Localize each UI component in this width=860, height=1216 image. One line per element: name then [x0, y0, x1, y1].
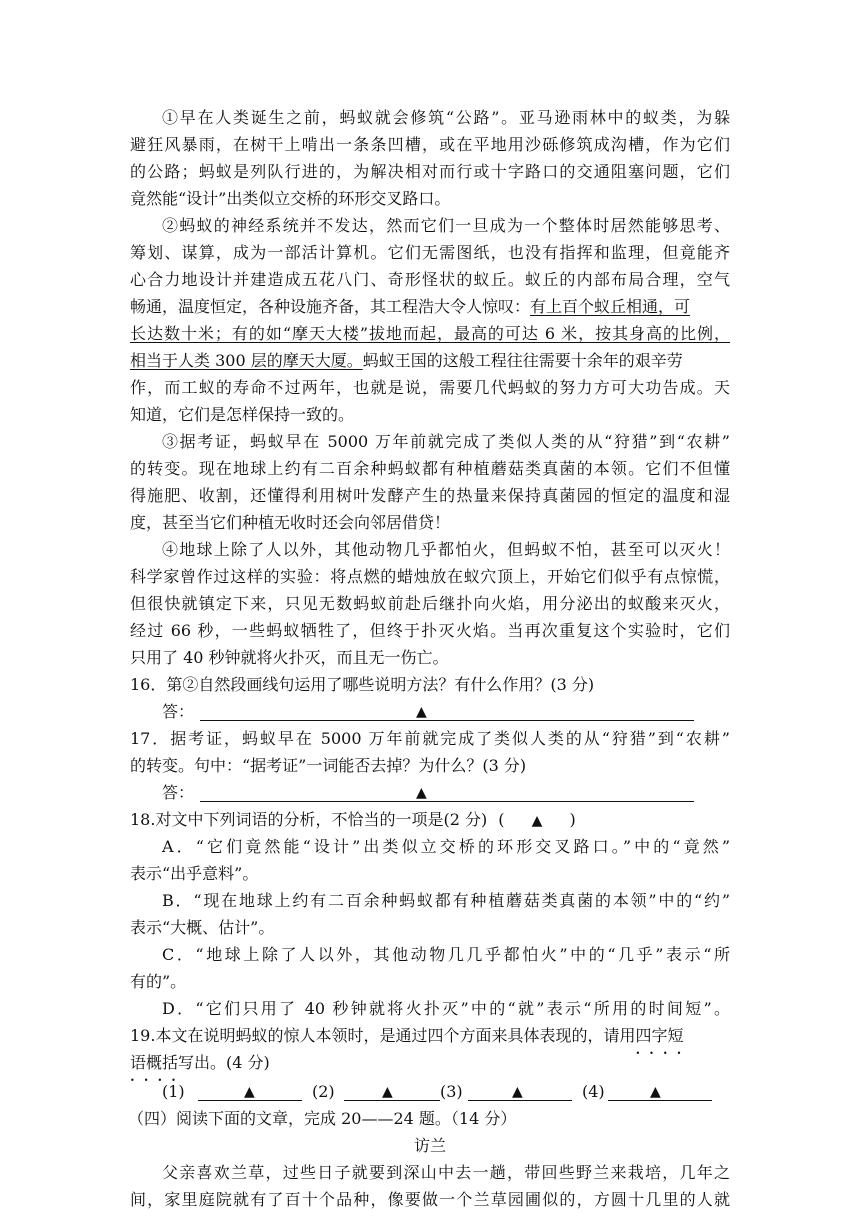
- emphasis-dots-text: 语 ••••: [130, 1053, 146, 1072]
- triangle-marker: ▲: [512, 1084, 523, 1100]
- para4-line: 经过 66 秒，一些蚂蚁牺牲了，但终于扑灭火焰。当再次重复这个实验时，它们: [130, 621, 730, 640]
- para3-line: 度，甚至当它们种植无收时还会向邻居借贷！: [130, 513, 451, 532]
- story-line: 间，家里庭院就有了百十个品种，像要做一个兰草园圃似的，方圆十几里的人就: [130, 1190, 730, 1209]
- question-17-line: 17．据考证，蚂蚁早在 5000 万年前就完成了类似人类的从“狩猎”到“农耕”: [130, 729, 730, 748]
- para2-text: 畅通，温度恒定，各种设施齐备，其工程浩大令人惊叹：: [130, 297, 531, 316]
- para3-line: ③据考证，蚂蚁早在 5000 万年前就完成了类似人类的从“狩猎”到“农耕”: [162, 432, 730, 451]
- option-c: C．“地球上除了人以外，其他动物几几乎都怕火”中的“几乎”表示“所: [162, 945, 730, 964]
- para4-line: ④地球上除了人以外，其他动物几乎都怕火，但蚂蚁不怕，甚至可以灭火！: [162, 540, 730, 559]
- underlined-sentence: 长达数十米；有的如“摩天大楼”拔地而起，最高的可达 6 米，按其身高的比例，: [130, 324, 730, 343]
- blank-label: (2): [312, 1082, 335, 1101]
- answer-blank-17[interactable]: [200, 781, 694, 802]
- blank-label: (1): [162, 1082, 185, 1101]
- para3-line: 的转变。现在地球上约有二百余种蚂蚁都有种植蘑菇类真菌的本领。它们不但懂: [130, 459, 730, 478]
- para3-line: 得施肥、收割，还懂得利用树叶发酵产生的热量来保持真菌园的恒定的温度和湿: [130, 486, 730, 505]
- option-c: 有的”。: [130, 972, 187, 991]
- para2-line: 知道，它们是怎样保持一致的。: [130, 405, 355, 424]
- paren-close: ): [569, 810, 576, 829]
- para1-line: 的公路；蚂蚁是列队行进的，为解决相对而行或十字路口的交通阻塞问题，它们: [130, 162, 730, 181]
- option-a: 表示“出乎意料”。: [130, 864, 259, 883]
- option-b: B．“现在地球上约有二百余种蚂蚁都有种植蘑菇类真菌的本领”中的“约”: [162, 891, 730, 910]
- answer-row-17: [162, 781, 702, 805]
- para2-text: 蚂蚁王国的这般工程往往需要十余年的艰辛劳: [362, 351, 683, 370]
- para2-line: ②蚂蚁的神经系统并不发达，然而它们一旦成为一个整体时居然能够思考、: [162, 216, 730, 235]
- question-19-line: [130, 1024, 730, 1048]
- answer-label: 答：: [162, 702, 195, 721]
- para1-line: 竟然能“设计”出类似立交桥的环形交叉路口。: [130, 189, 451, 208]
- question-19-line: [130, 1051, 730, 1075]
- blank-label: (4): [582, 1082, 605, 1101]
- paren-open: (: [498, 810, 505, 829]
- option-b: 表示“大概、估计”。: [130, 918, 275, 937]
- para2-line: 作，而工蚁的寿命不过两年，也就是说，需要几代蚂蚁的努力方可大功告成。天: [130, 378, 730, 397]
- blank-label: (3): [440, 1082, 463, 1101]
- story-line: 父亲喜欢兰草，过些日子就要到深山中去一趟，带回些野兰来栽培，几年之: [162, 1163, 730, 1182]
- triangle-marker: ▲: [650, 1084, 661, 1100]
- para2-line: [130, 295, 730, 319]
- para4-line: 但很快就镇定下来，只见无数蚂蚁前赴后继扑向火焰，用分泌出的蚁酸来灭火，: [130, 594, 730, 613]
- para1-line: 避狂风暴雨，在树干上啃出一条条凹槽，或在平地用沙砾修筑成沟槽，作为它们: [130, 135, 730, 154]
- question-17-line: 的转变。句中：“据考证”一词能否去掉？为什么？(3 分): [130, 756, 527, 775]
- triangle-marker: ▲: [416, 704, 427, 720]
- para1-line: ①早在人类诞生之前，蚂蚁就会修筑“公路”。亚马逊雨林中的蚁类，为躲: [162, 108, 730, 127]
- answer-row-16: [162, 700, 702, 724]
- answer-blank-16[interactable]: [200, 700, 694, 721]
- triangle-marker: ▲: [244, 1084, 255, 1100]
- underlined-sentence: 有上百个蚁丘相通，可: [530, 297, 691, 316]
- triangle-marker: ▲: [416, 785, 427, 801]
- para4-line: 科学家曾作过这样的实验：将点燃的蜡烛放在蚁穴顶上，开始它们似乎有点惊慌，: [130, 567, 730, 586]
- triangle-marker: ▲: [382, 1084, 393, 1100]
- option-d: D．“它们只用了 40 秒钟就将火扑灭”中的“就”表示“所用的时间短”。: [162, 999, 730, 1018]
- question-16: 16．第②自然段画线句运用了哪些说明方法？有什么作用？(3 分): [130, 675, 595, 694]
- article-title: 访兰: [413, 1136, 446, 1155]
- answer-marker-18[interactable]: ▲: [531, 813, 543, 829]
- para2-line: 心合力地设计并建造成五花八门、奇形怪状的蚁丘。蚁丘的内部布局合理，空气: [130, 270, 730, 289]
- emphasis-dots-text: 四字短 ••••: [635, 1026, 683, 1045]
- question-19-text: 概括写出。(4 分): [146, 1053, 270, 1072]
- para2-line: [130, 349, 730, 373]
- option-a: A．“它们竟然能“设计”出类似立交桥的环形交叉路口。”中的“竟然”: [162, 837, 730, 856]
- answer-label: 答：: [162, 783, 195, 802]
- question-18-text: 18.对文中下列词语的分析，不恰当的一项是(2 分): [130, 810, 488, 829]
- underlined-sentence: 相当于人类 300 层的摩天大厦。: [130, 351, 363, 370]
- para2-line: 筹划、谋算，成为一部活计算机。它们无需图纸，也没有指挥和监理，但竟能齐: [130, 243, 730, 262]
- question-19-text: 19.本文在说明蚂蚁的惊人本领时，是通过四个方面来具体表现的，请用: [130, 1026, 636, 1045]
- question-18: [130, 808, 576, 832]
- para4-line: 只用了 40 秒钟就将火扑灭，而且无一伤亡。: [130, 648, 449, 667]
- blank-row-19: [162, 1080, 722, 1104]
- section-heading: （四）阅读下面的文章，完成 20——24 题。（14 分）: [128, 1109, 517, 1128]
